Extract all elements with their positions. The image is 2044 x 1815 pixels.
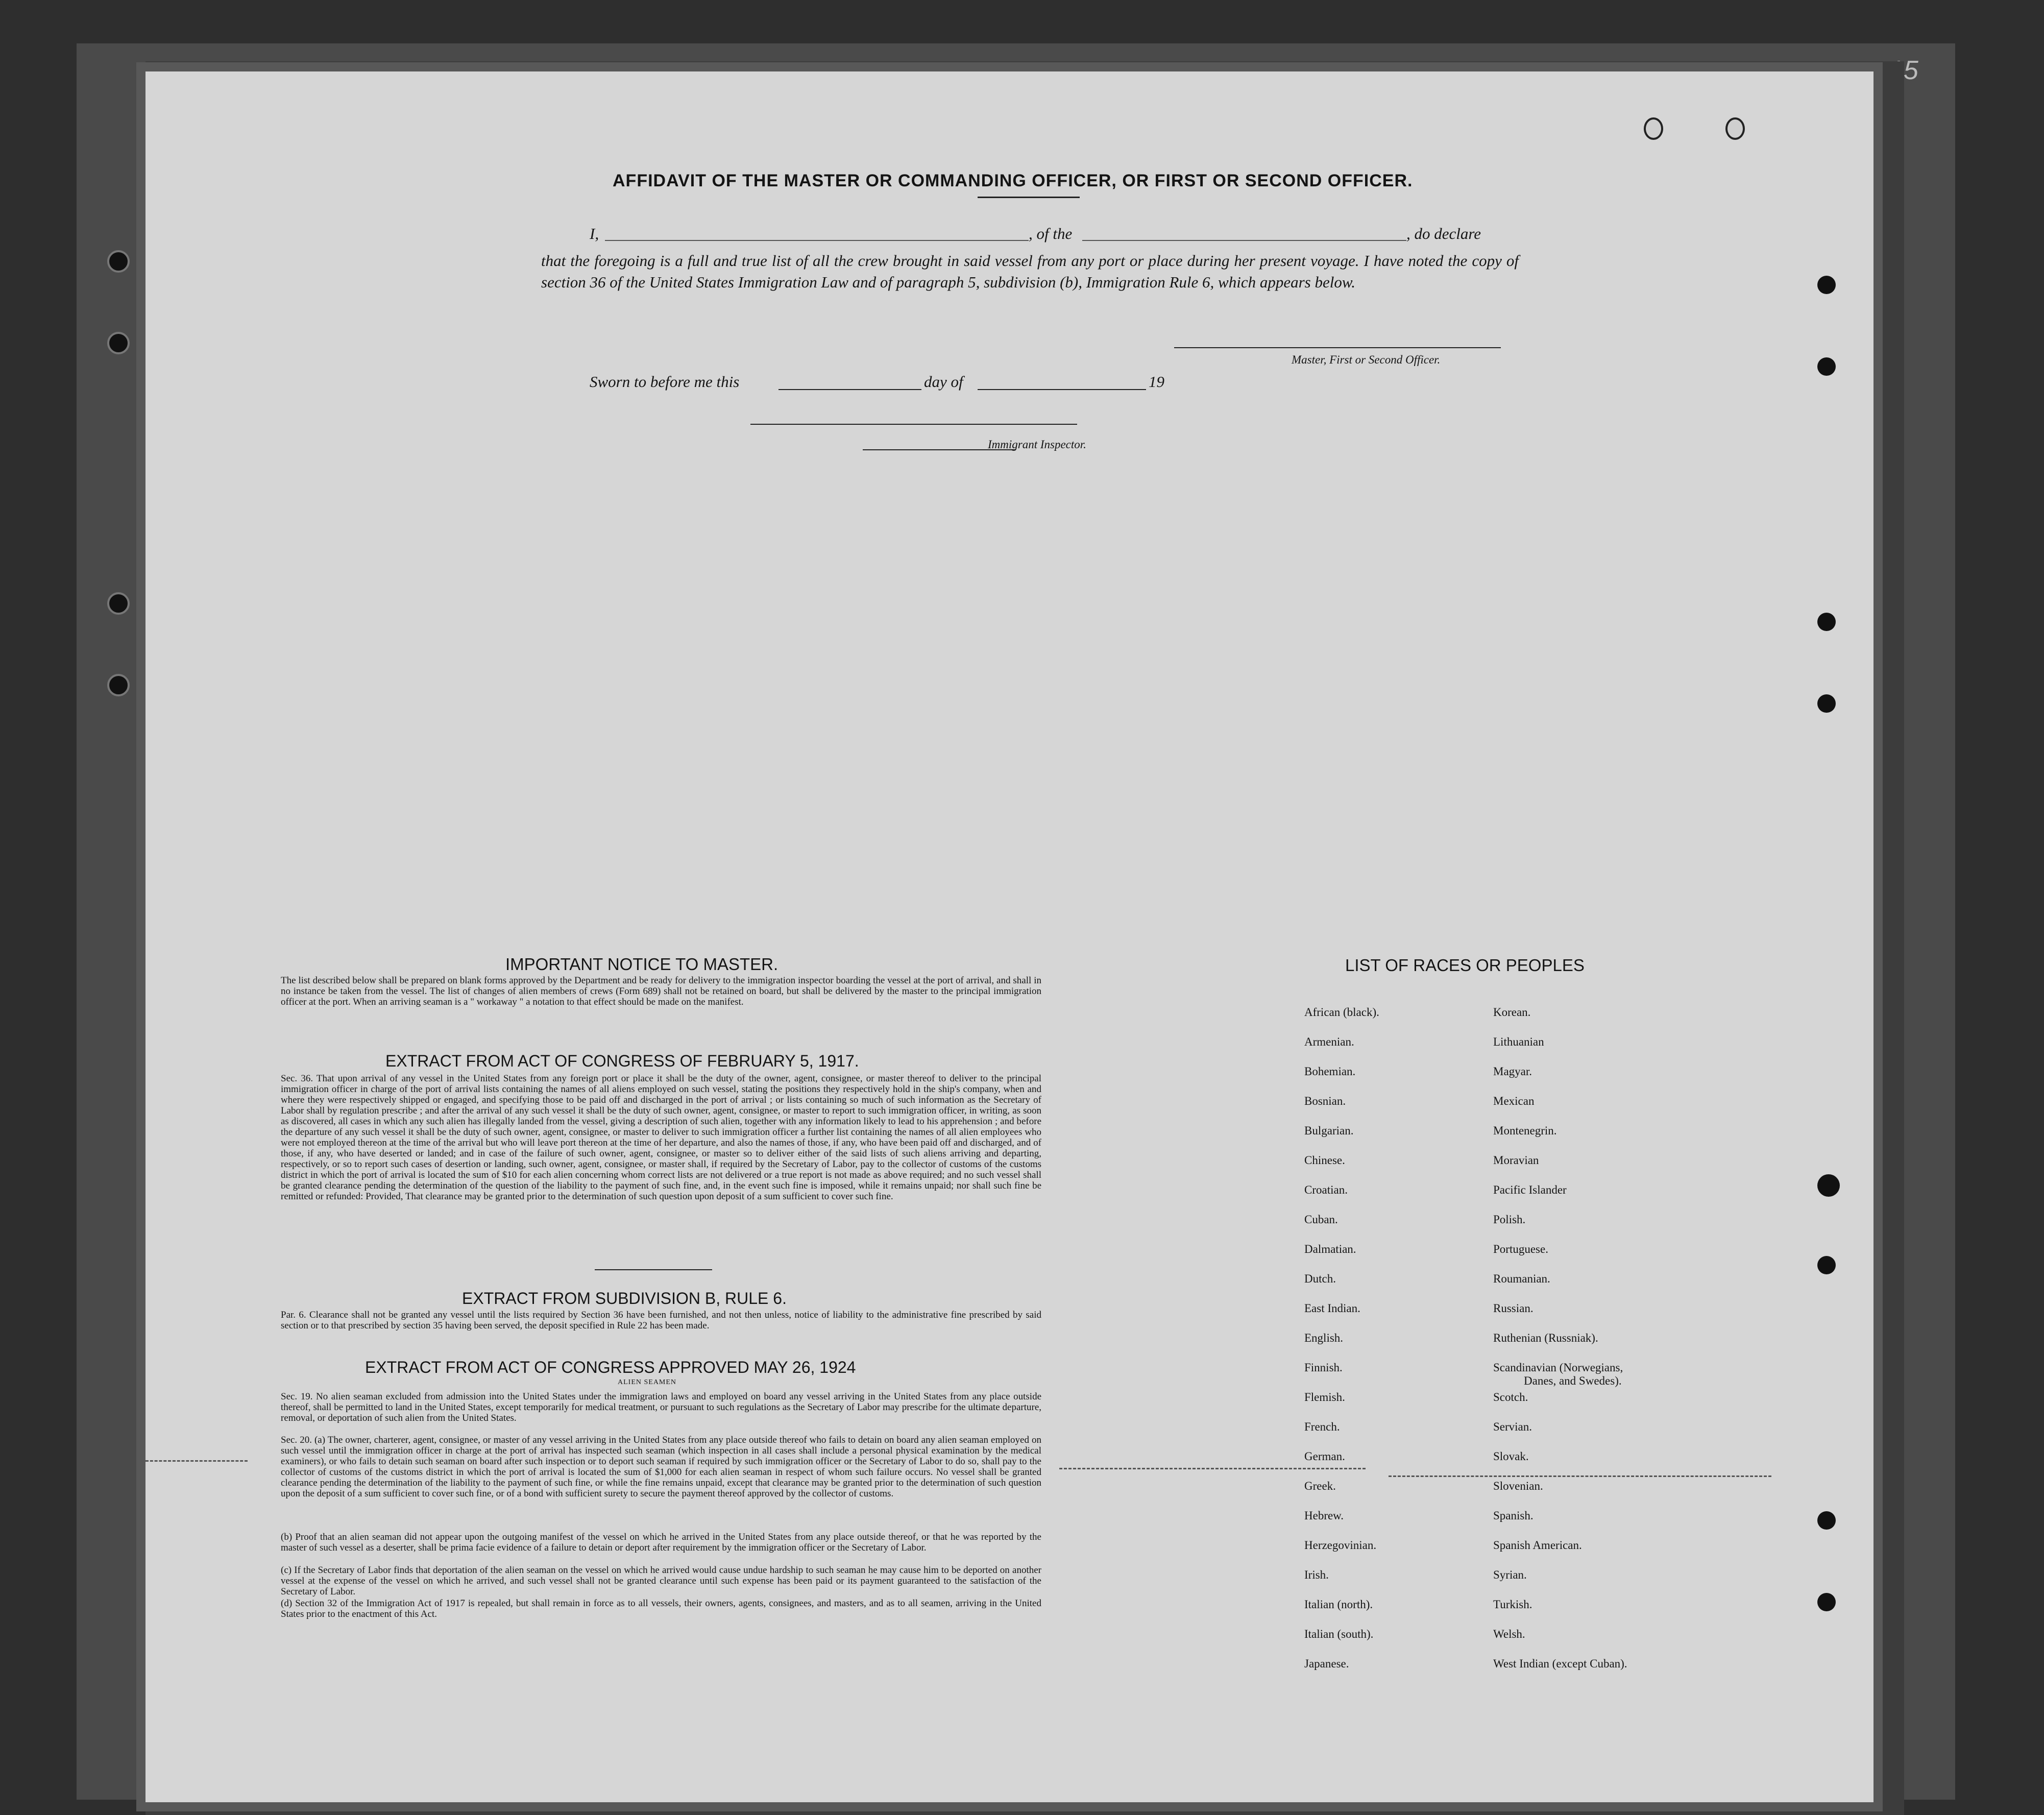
race-item: Servian.	[1493, 1420, 1532, 1433]
race-item: Japanese.	[1304, 1657, 1349, 1670]
race-item: West Indian (except Cuban).	[1493, 1657, 1627, 1670]
race-item: Moravian	[1493, 1154, 1539, 1167]
sworn-month-blank	[978, 389, 1146, 390]
race-item: Bulgarian.	[1304, 1124, 1354, 1137]
race-item-continued: Danes, and Swedes).	[1524, 1374, 1622, 1387]
race-item: Flemish.	[1304, 1391, 1345, 1403]
race-item: Turkish.	[1493, 1598, 1532, 1611]
extract-1924-sec20d: (d) Section 32 of the Immigration Act of 1917 is repealed, but shall remain in force as to all vessels, their owners, agents, consignees, and masters, and as to all seamen, arriving in the United States prior to the enactment of this Act.	[281, 1598, 1041, 1619]
name-blank	[605, 240, 1029, 241]
punch-hole-icon	[1817, 613, 1836, 631]
title-divider	[978, 197, 1080, 198]
vessel-blank	[1082, 240, 1406, 241]
affidavit-title: AFFIDAVIT OF THE MASTER OR COMMANDING OFFICER, OR FIRST OR SECOND OFFICER.	[613, 171, 1413, 190]
race-item: Spanish.	[1493, 1509, 1534, 1522]
race-item: Scandinavian (Norwegians,	[1493, 1361, 1623, 1374]
race-item: Irish.	[1304, 1568, 1329, 1581]
race-item: Italian (north).	[1304, 1598, 1373, 1611]
extract-1917-text: Sec. 36. That upon arrival of any vessel in the United States from any foreign port or place it shall be the duty of the owner, agent, consignee, or master thereof to deliver to the principal immigration officer in charge of the port of arrival lists containing the names of all aliens employed on such vessel, stating the positions they respectively hold in the ship's company, when and where they were respectively shipped or engaged, and specifying those to be paid off and discharged in the port of arrival ; or lists containing so much of such information as the Secretary of Labor shall by regulation prescribe ; and after the arrival of any such vessel it shall be the duty of such owner, agent, consignee, or master to report to such immigration officer, in writing, as soon as discovered, all cases in which any such alien has illegally landed from the vessel, giving a description of such alien, together with any information likely to lead to his apprehension ; and before the departure of any such vessel it shall be the duty of such owner, agent, consignee, or master to deliver to such immigration officer a further list containing the names of all alien employees who were not employed thereon at the time of the arrival but who will leave port thereon at the time of her departure, and also the names of those, if any, who have been paid off and discharged, and of those, if any, who have deserted or landed; and in case of the failure of such owner, agent, consignee, or master so to deliver either of the said lists of such aliens arriving and departing, respectively, or so to report such cases of desertion or landing, such owner, agent, consignee, or master shall, if required by the Secretary of Labor, pay to the collector of customs of the customs district in which the port of arrival is located the sum of $10 for each alien concerning whom correct lists are not delivered or a true report is not made as above required; and no such vessel shall be granted clearance pending the determination of the question of the liability to the payment of such fine, and, in the event such fine is imposed, while it remains unpaid; nor shall such fine be remitted or refunded: Provided, That clearance may be granted prior to the determination of such question upon deposit of a sum sufficient to cover such fine.	[281, 1073, 1041, 1202]
race-item: Polish.	[1493, 1213, 1526, 1226]
punch-hole-icon	[1644, 117, 1663, 140]
signature-line	[1174, 347, 1501, 348]
sworn-start: Sworn to before me this	[590, 373, 740, 391]
race-item: Montenegrin.	[1493, 1124, 1557, 1137]
races-title: LIST OF RACES OR PEOPLES	[1345, 956, 1585, 975]
race-item: Magyar.	[1493, 1065, 1532, 1078]
declaration-line-start: I,	[590, 225, 599, 243]
notice-title: IMPORTANT NOTICE TO MASTER.	[505, 955, 778, 974]
race-item: African (black).	[1304, 1006, 1379, 1019]
extract-1924-title: EXTRACT FROM ACT OF CONGRESS APPROVED MAY 26, 1924	[365, 1358, 856, 1376]
fold-line	[145, 1460, 248, 1462]
race-item: Dalmatian.	[1304, 1243, 1356, 1255]
race-item: German.	[1304, 1450, 1345, 1463]
declaration-line-mid: , of the	[1029, 225, 1073, 243]
race-item: French.	[1304, 1420, 1340, 1433]
race-item: Finnish.	[1304, 1361, 1343, 1374]
sworn-day-blank	[778, 389, 921, 390]
extract-rule6-title: EXTRACT FROM SUBDIVISION B, RULE 6.	[462, 1289, 787, 1308]
punch-hole-icon	[1817, 1174, 1840, 1197]
fold-line	[1059, 1468, 1366, 1469]
punch-hole-icon	[1817, 276, 1836, 294]
race-item: Slovak.	[1493, 1450, 1529, 1463]
race-item: Italian (south).	[1304, 1628, 1374, 1640]
notice-text: The list described below shall be prepared on blank forms approved by the Department and be ready for delivery to the immigration inspector boarding the vessel at the port of arrival, and shall in no instance be taken from the vessel. The list of changes of alien members of crews (Form 689) shall not be retained on board, but shall be delivered by the master to the principal immigration officer at the port. When an arriving seaman is a " workaway " a notation to that effect should be made on the manifest.	[281, 975, 1041, 1007]
race-item: Syrian.	[1493, 1568, 1527, 1581]
extract-1924-subtitle: ALIEN SEAMEN	[618, 1378, 677, 1386]
race-item: East Indian.	[1304, 1302, 1360, 1315]
race-item: Russian.	[1493, 1302, 1534, 1315]
extract-1924-sec20b: (b) Proof that an alien seaman did not appear upon the outgoing manifest of the vessel on which he arrived in the United States from any place outside thereof, or that he was reported by the master of such vessel as a deserter, shall be prima facie evidence of a failure to detain or deport after requirement by the immigration officer or the Secretary of Labor.	[281, 1532, 1041, 1553]
race-item: Roumanian.	[1493, 1272, 1550, 1285]
binder-hole-icon	[107, 674, 130, 696]
race-item: Spanish American.	[1493, 1539, 1582, 1552]
race-item: Croatian.	[1304, 1183, 1348, 1196]
race-item: Slovenian.	[1493, 1480, 1543, 1492]
page-number: 15	[1889, 56, 1918, 85]
fold-line	[1389, 1475, 1771, 1477]
race-item: Ruthenian (Russniak).	[1493, 1332, 1598, 1344]
race-item: Hebrew.	[1304, 1509, 1344, 1522]
punch-hole-icon	[1817, 1256, 1836, 1274]
extract-1924-sec20c: (c) If the Secretary of Labor finds that deportation of the alien seaman on the vessel on which he arrived would cause undue hardship to such seaman he may cause him to be deported on another vessel at the expense of the vessel on which he arrived, and such vessel shall not be granted clearance until such expense has been paid or its payment guaranteed to the satisfaction of the Secretary of Labor.	[281, 1565, 1041, 1597]
race-item: Greek.	[1304, 1480, 1336, 1492]
race-item: Pacific Islander	[1493, 1183, 1567, 1196]
inspector-label: Immigrant Inspector.	[988, 438, 1086, 451]
extract-1917-title: EXTRACT FROM ACT OF CONGRESS OF FEBRUARY 5, 1917.	[385, 1052, 859, 1070]
document-page	[145, 71, 1873, 1802]
extract-1924-sec20a: Sec. 20. (a) The owner, charterer, agent, consignee, or master of any vessel arriving in the United States from any place outside thereof who fails to detain on board any alien seaman employed on such vessel until the immigration officer in charge at the port of arrival has inspected such seaman (which inspection in all cases shall include a personal physical examination by the medical examiners), or who fails to detain such seaman on board after such inspection or to deport such seaman if required by such immigration officer or the Secretary of Labor to do so, shall pay to the collector of customs of the customs district in which the port of arrival is located the sum of $1,000 for each alien seaman in respect of whom such failure occurs. No vessel shall be granted clearance pending the determination of the liability to the payment of such fine, or while the fine remains unpaid, except that clearance may be granted prior to the determination of such question upon the deposit of a sum sufficient to cover such fine, or of a bond with sufficient surety to secure the payment thereof approved by the collector of customs.	[281, 1435, 1041, 1499]
race-item: Portuguese.	[1493, 1243, 1548, 1255]
declaration-line-end: , do declare	[1406, 225, 1481, 243]
race-item: Bosnian.	[1304, 1095, 1346, 1107]
declaration-body: that the foregoing is a full and true list of all the crew brought in said vessel from any port or place during her present voyage. I have noted the copy of section 36 of the United States Immigration Law and of paragraph 5, subdivision (b), Immigration Rule 6, which appears below.	[541, 252, 1519, 291]
extract-rule6-text: Par. 6. Clearance shall not be granted any vessel until the lists required by Section 36 have been furnished, and not then unless, notice of liability to the administrative fine prescribed by said section or to that prescribed by section 35 having been served, the deposit specified in Rule 22 has been made.	[281, 1310, 1041, 1331]
race-item: Cuban.	[1304, 1213, 1338, 1226]
punch-hole-icon	[1725, 117, 1745, 140]
section-divider	[595, 1269, 712, 1270]
sworn-end: 19	[1149, 373, 1164, 391]
binder-hole-icon	[107, 250, 130, 273]
race-item: Chinese.	[1304, 1154, 1345, 1167]
race-item: English.	[1304, 1332, 1344, 1344]
inspector-signature-line	[750, 424, 1077, 425]
punch-hole-icon	[1817, 694, 1836, 713]
race-item: Herzegovinian.	[1304, 1539, 1377, 1552]
extract-1924-sec19: Sec. 19. No alien seaman excluded from admission into the United States under the immigration laws and employed on board any vessel arriving in the United States from any place outside thereof, shall be permitted to land in the United States, except temporarily for medical treatment, or pursuant to such regulations as the Secretary of Labor may prescribe for the ultimate departure, removal, or deportation of such alien from the United States.	[281, 1391, 1041, 1423]
punch-hole-icon	[1817, 357, 1836, 376]
punch-hole-icon	[1817, 1593, 1836, 1611]
race-item: Mexican	[1493, 1095, 1535, 1107]
binder-hole-icon	[107, 592, 130, 615]
punch-hole-icon	[1817, 1511, 1836, 1530]
race-item: Korean.	[1493, 1006, 1531, 1019]
binder-hole-icon	[107, 332, 130, 354]
sworn-mid: day of	[924, 373, 963, 391]
race-item: Armenian.	[1304, 1035, 1354, 1048]
race-item: Welsh.	[1493, 1628, 1525, 1640]
race-item: Dutch.	[1304, 1272, 1336, 1285]
race-item: Lithuanian	[1493, 1035, 1544, 1048]
race-item: Bohemian.	[1304, 1065, 1356, 1078]
signature-label: Master, First or Second Officer.	[1292, 353, 1441, 366]
race-item: Scotch.	[1493, 1391, 1528, 1403]
